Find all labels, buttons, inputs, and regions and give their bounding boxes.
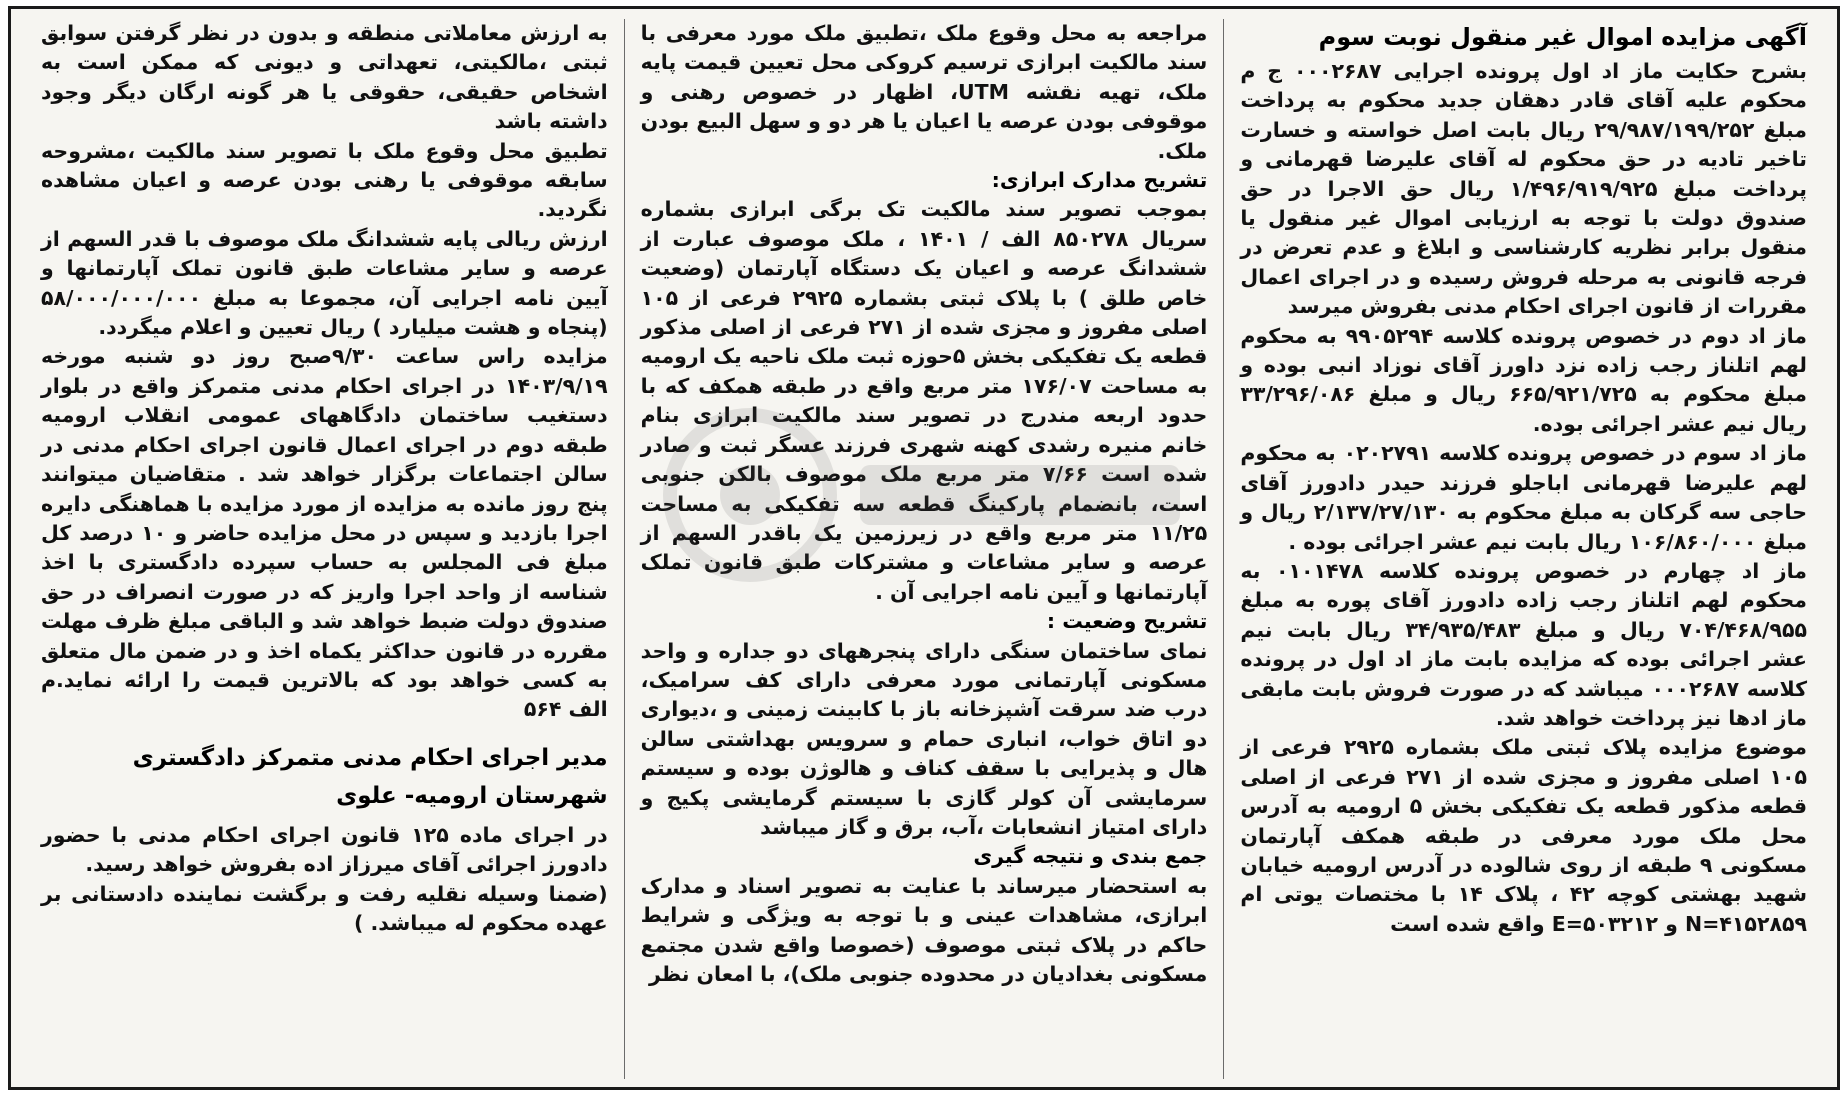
paragraph-auction-schedule: مزایده راس ساعت ۹/۳۰صبح روز دو شنبه مورخه ۱۴۰۳/۹/۱۹ در اجرای احکام مدنی متمرکز واقع در بلوار دستغیب ساختمان دادگاههای عمومی انقلاب ارومیه طبقه دوم در اجرای اعمال قانون اجرای احکام مدنی در سالن اجتماعات برگزار خواهد شد . متقاضیان میتوانند پنج روز مانده به مزایده از مورد مزایده با هماهنگی دایره اجرا بازدید و سپس در محل مزایده حاضر و ۱۰ درصد کل مبلغ فی المجلس به حساب سپرده دادگستری با اخذ شناسه از واحد اجرا واریز که در صورت انصراف در حق صندوق دولت ضبط خواهد شد و الباقی مبلغ ظرف مهلت مقرره در قانون حداکثر یکماه اخذ و در ضمن مال متعلق به کسی خواهد بود که بالاترین قیمت را ارائه نماید.م الف ۵۶۴: [40, 344, 608, 722]
paragraph-base-value: ارزش ریالی پایه ششدانگ ملک موصوف با قدر السهم از عرصه و سایر مشاعات طبق قانون تملک آپارتمانها و آیین نامه اجرایی آن، مجموعا به مبلغ ۵۸/۰۰۰/۰۰۰/۰۰۰ (پنجاه و هشت میلیارد ) ریال تعیین و اعلام میگردد.: [40, 226, 608, 340]
column-right: [1223, 19, 1823, 1079]
paragraph-valuation-basis: به ارزش معاملاتی منطقه و بدون در نظر گرفتن سوابق ثبتی ،مالکیتی، تعهداتی و دیونی که ممکن است به اشخاص حقیقی، حقوقی یا هر گونه ارگان دیگر وجود داشته باشد: [40, 21, 608, 134]
paragraph-conclusion: به استحضار میرساند با عنایت به تصویر اسناد و مدارک ابرازی، مشاهدات عینی و با توجه به ویژگی و شرایط حاکم در پلاک ثبتی موصوف (خصوصا واقع شدن مجتمع مسکونی بغدادیان در محدوده جنوبی ملک)، با امعان نظر: [640, 873, 1208, 986]
paragraph-location-check: تطبیق محل وقوع ملک با تصویر سند مالکیت ،مشروحه سابقه موقوفی یا رهنی بودن عرصه و اعیان مشاهده نگردید.: [40, 138, 608, 222]
newspaper-notice: [8, 6, 1840, 1090]
paragraph-surplus-2: ماز اد دوم در خصوص پرونده کلاسه ۹۹۰۵۲۹۴ به محکوم لهم اتلناز رجب زاده نزد داورز آقای نوزاد انبی بوده و مبلغ محکوم به ۶۶۵/۹۲۱/۷۲۵ ریال و مبلغ ۳۳/۲۹۶/۰۸۶ ریال نیم عشر اجرائی بوده.: [1240, 323, 1808, 436]
paragraph-footnote: در اجرای ماده ۱۲۵ قانون اجرای احکام مدنی با حضور دادورز اجرائی آقای میرزاز اده بفروش خواهد رسید.: [40, 822, 608, 877]
column-left: [25, 19, 624, 1079]
heading-conclusion: جمع بندی و نتیجه گیری: [973, 844, 1208, 869]
heading-documents: تشریح مدارک ابرازی:: [991, 168, 1208, 193]
paragraph-surplus-3: ماز اد سوم در خصوص پرونده کلاسه ۰۲۰۲۷۹۱ به محکوم لهم علیرضا قهرمانی اباجلو فرزند حیدر دادورز آقای حاجی سه گرکان به مبلغ محکوم به ۲/۱۳۷/۲۷/۱۳۰ ریال و مبلغ ۱۰۶/۸۶۰/۰۰۰ ریال بابت نیم عشر اجرائی بوده .: [1240, 441, 1807, 554]
paragraph-auction-subject: موضوع مزایده پلاک ثبتی ملک بشماره ۲۹۲۵ فرعی از ۱۰۵ اصلی مفروز و مجزی شده از ۲۷۱ فرعی از اصلی قطعه مذکور قطعه یک تفکیکی بخش ۵ ارومیه به آدرس محل ملک مورد معرفی در طبقه همکف آپارتمان مسکونی ۹ طبقه از روی شالوده در آدرس ارومیه خیابان شهید بهشتی کوچه ۴۲ ، پلاک ۱۴ با مختصات یوتی ام ۴۱۵۲۸۵۹=N و ۵۰۳۲۱۲=E واقع شده است: [1240, 735, 1808, 936]
notice-title: آگهی مزایده اموال غیر منقول نوبت سوم: [1318, 23, 1807, 51]
heading-status: تشریح وضعیت :: [1046, 609, 1208, 634]
paragraph-footnote-extra: (ضمنا وسیله نقلیه رفت و برگشت نماینده دادستانی بر عهده محکوم له میباشد. ): [40, 881, 608, 935]
column-middle: [624, 19, 1224, 1079]
paragraph-intro: مراجعه به محل وقوع ملک ،تطبیق ملک مورد معرفی با سند مالکیت ابرازی ترسیم کروکی محل تعیین قیمت پایه ملک، تهیه نقشه UTM، اظهار در خصوص رهنی و موقوفی بودن عرصه یا اعیان یا هر دو و سهل البیع بودن ملک.: [640, 21, 1208, 163]
paragraph-overview: بشرح حکایت ماز اد اول پرونده اجرایی ۰۰۰۲۶۸۷ ج م محکوم علیه آقای قادر دهقان جدید محکوم به پرداخت مبلغ ۲۹/۹۸۷/۱۹۹/۲۵۲ ریال بابت اصل خواسته و خسارت تاخیر تادیه در حق محکوم له آقای علیرضا قهرمانی و پرداخت مبلغ ۱/۴۹۶/۹۱۹/۹۲۵ ریال حق الاجرا در حق صندوق دولت با توجه به ارزیابی اموال غیر منقول یا منقول برابر نظریه کارشناسی و ابلاغ و عدم تعرض در فرجه قانونی به مرحله فروش رسیده و در اجرای اعمال مقررات از قانون اجرای احکام مدنی بفروش میرسد: [1240, 59, 1808, 319]
paragraph-status: نمای ساختمان سنگی دارای پنجرههای دو جداره و واحد مسکونی آپارتمانی مورد معرفی دارای کف سرامیک، درب ضد سرقت آشپزخانه باز با کابینت زمینی و ،دیواری دو اتاق خواب، انباری حمام و سرویس بهداشتی سالن هال و پذیرایی با سقف کناف و هالوژن بوده و سیستم سرمایشی آن کولر گازی با سیستم گرمایشی پکیج و دارای امتیاز انشعابات ،آب، برق و گاز میباشد: [640, 638, 1208, 839]
paragraph-surplus-4: ماز اد چهارم در خصوص پرونده کلاسه ۰۱۰۱۴۷۸ به محکوم لهم اتلناز رجب زاده دادورز آقای پوره به مبلغ ۷۰۴/۴۶۸/۹۵۵ ریال و مبلغ ۳۴/۹۳۵/۴۸۳ ریال بابت نیم عشر اجرائی بوده که مزایده بابت ماز اد اول در پرونده کلاسه ۰۰۰۲۶۸۷ میباشد که در صورت فروش بابت مابقی ماز ادها نیز پرداخت خواهد شد.: [1240, 558, 1807, 730]
paragraph-documents: بموجب تصویر سند مالکیت تک برگی ابرازی بشماره سریال ۸۵۰۲۷۸ الف / ۱۴۰۱ ، ملک موصوف عبارت از ششدانگ عرصه و اعیان یک دستگاه آپارتمان (وضعیت خاص طلق ) با پلاک ثبتی بشماره ۲۹۲۵ فرعی از ۱۰۵ اصلی مفروز و مجزی شده از ۲۷۱ فرعی از اصلی مذکور قطعه یک تفکیکی بخش ۵حوزه ثبت ملک ناحیه یک ارومیه به مساحت ۱۷۶/۰۷ متر مربع واقع در طبقه همکف که با حدود اربعه مندرج در تصویر سند مالکیت ابرازی بنام خانم منیره رشدی کهنه شهری فرزند عسگر ثبت و صادر شده است ۷/۶۶ متر مربع ملک موصوف بالکن جنوبی است، بانضمام پارکینگ قطعه سه تفکیکی به مساحت ۱۱/۲۵ متر مربع واقع در زیرزمین یک باقدر السهم از عرصه و سایر مشاعات و مشترکات طبق قانون تملک آپارتمانها و آیین نامه اجرایی آن .: [640, 197, 1208, 604]
signature: مدیر اجرای احکام مدنی متمرکز دادگستری شهرستان ارومیه- علوی: [132, 744, 608, 809]
